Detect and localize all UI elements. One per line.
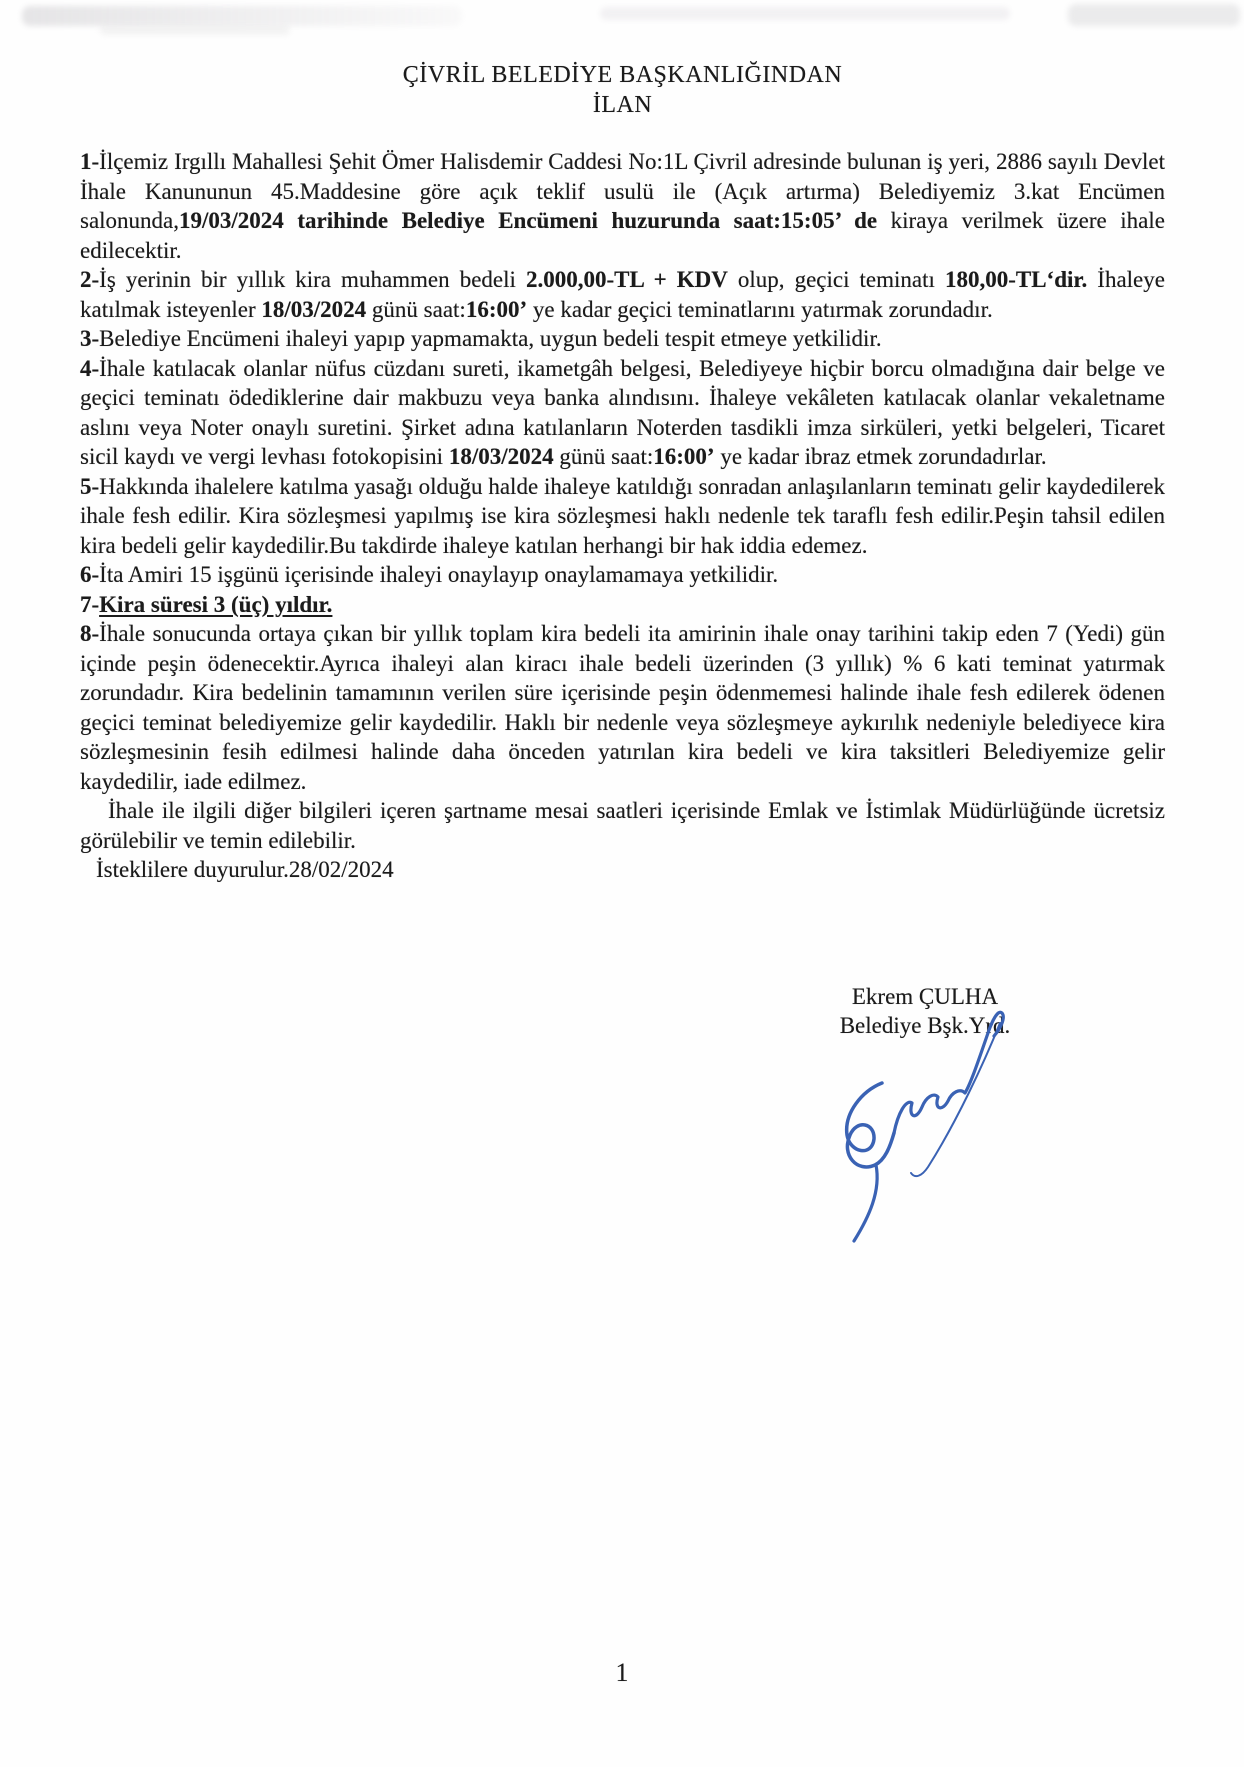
paragraph-sartname [80, 796, 1165, 855]
text-run: 6- [80, 562, 100, 587]
text-run: İhale katılacak olanlar nüfus cüzdanı sureti, ikametgâh belgesi, Belediyeye hiçbir borcu olmadığına dair belge ve geçici teminatı ödediklerine dair makbuzu veya banka alındısını. İhaleye vekâleten katılacak olanlar vekaletname aslını veya Noter onaylı suretini. Şirket adına katılanların Noterden tasdikli imza sirküleri, yetki belgeleri, Ticaret sicil kaydı ve vergi levhası fotokopisini [80, 355, 1165, 469]
document-title [80, 60, 1165, 120]
text-run: İsteklilere duyurulur.28/02/2024 [96, 857, 394, 882]
text-run: 2.000,00-TL + KDV [525, 267, 728, 292]
text-run: ye kadar geçici teminatlarını yatırmak zorundadır. [527, 296, 993, 322]
text-run: 180,00-TL‘dir. [944, 267, 1088, 292]
scan-artifact [22, 6, 462, 26]
paragraph-6 [80, 560, 1165, 590]
text-run: olup, geçici teminatı [727, 267, 945, 292]
text-run: 8- [80, 621, 100, 646]
document-body [80, 147, 1165, 885]
scan-artifact [1068, 4, 1240, 26]
text-run: İlçemiz Irgıllı Mahallesi Şehit Ömer Halisdemir Caddesi No:1L Çivril adresinde bulunan iş yeri, 2886 sayılı Devlet İhale Kanununun 45.Maddesine göre açık teklif usulü ile (Açık artırma) Belediyemiz 3.kat Encümen salonunda, [80, 149, 1165, 233]
text-run: Belediye Encümeni ihaleyi yapıp yapmamakta, uygun bedeli tespit etmeye yetkilidir. [99, 326, 882, 351]
text-run: İhale ile ilgili diğer bilgileri içeren şartname mesai saatleri içerisinde Emlak ve İstimlak Müdürlüğünde ücretsiz görülebilir ve temin edilebilir. [80, 798, 1165, 853]
paragraph-1 [80, 147, 1165, 265]
paragraph-4 [80, 354, 1165, 472]
text-run: kiraya verilmek üzere ihale edilecektir. [80, 208, 1165, 263]
text-run: Kira süresi 3 (üç) yıldır. [99, 591, 333, 617]
text-run: 18/03/2024 [448, 444, 554, 469]
signature-ink [820, 995, 1020, 1255]
page-number: 1 [615, 1658, 629, 1687]
scan-artifact [600, 7, 1010, 20]
text-run: 19/03/2024 tarihinde Belediye Encümeni huzurunda saat:15:05’ de [179, 208, 878, 233]
title-line-1: ÇİVRİL BELEDİYE BAŞKANLIĞINDAN [402, 62, 843, 88]
paragraph-8 [80, 619, 1165, 796]
text-run: 5- [80, 473, 100, 499]
text-run: 1- [80, 149, 100, 174]
text-run: ye kadar ibraz etmek zorundadırlar. [714, 444, 1047, 469]
paragraph-3 [80, 324, 1165, 354]
paragraph-5 [80, 472, 1165, 561]
paragraph-duyuru [80, 855, 1165, 885]
text-run: 16:00’ [653, 444, 715, 469]
signatory-title: Belediye Bşk.Yrd. [839, 1013, 1011, 1038]
signatory-name: Ekrem ÇULHA [851, 984, 999, 1009]
text-run: günü saat: [366, 296, 466, 322]
text-run: 2- [80, 267, 100, 292]
text-run: İş yerinin bir yıllık kira muhammen bedeli [99, 267, 526, 292]
scan-artifact [100, 26, 290, 35]
text-run: 18/03/2024 [261, 296, 367, 322]
paragraph-2 [80, 265, 1165, 324]
title-line-2: İLAN [592, 92, 653, 118]
text-run: İta Amiri 15 işgünü içerisinde ihaleyi onaylayıp onaylamamaya yetkilidir. [99, 562, 779, 587]
text-run: İhaleye katılmak isteyenler [80, 267, 1165, 322]
text-run: Hakkında ihalelere katılma yasağı olduğu halde ihaleye katıldığı sonradan anlaşılanların teminatı gelir kaydedilerek ihale fesh edilir. Kira sözleşmesi yapılmış ise kira sözleşmesi haklı nedenle tek taraflı fesh edilir.Peşin tahsil edilen kira bedeli gelir kaydedilir.Bu takdirde ihaleye katılan herhangi bir hak iddia edemez. [80, 473, 1165, 558]
text-run: 4- [80, 355, 100, 381]
paragraph-7 [80, 590, 1165, 620]
text-run: 7- [80, 591, 100, 617]
text-run: İhale sonucunda ortaya çıkan bir yıllık toplam kira bedeli ita amirinin ihale onay tarihini takip eden 7 (Yedi) gün içinde peşin ödenecektir.Ayrıca ihaleyi alan kiracı ihale bedeli üzerinden (3 yıllık) % 6 kati teminat yatırmak zorundadır. Kira bedelinin tamamının verilen süre içerisinde peşin ödenmemesi halinde ihale fesh edilerek ödenen geçici teminat belediyemize gelir kaydedilir. Haklı bir nedenle veya sözleşmeye aykırılık nedeniyle belediyece kira sözleşmesinin fesih edilmesi halinde daha önceden yatırılan kira bedeli ve kira taksitleri Belediyemize gelir kaydedilir, iade edilmez. [80, 621, 1165, 794]
text-run: 3- [80, 326, 100, 351]
text-run: günü saat: [553, 444, 654, 469]
text-run: 16:00’ [465, 296, 528, 322]
